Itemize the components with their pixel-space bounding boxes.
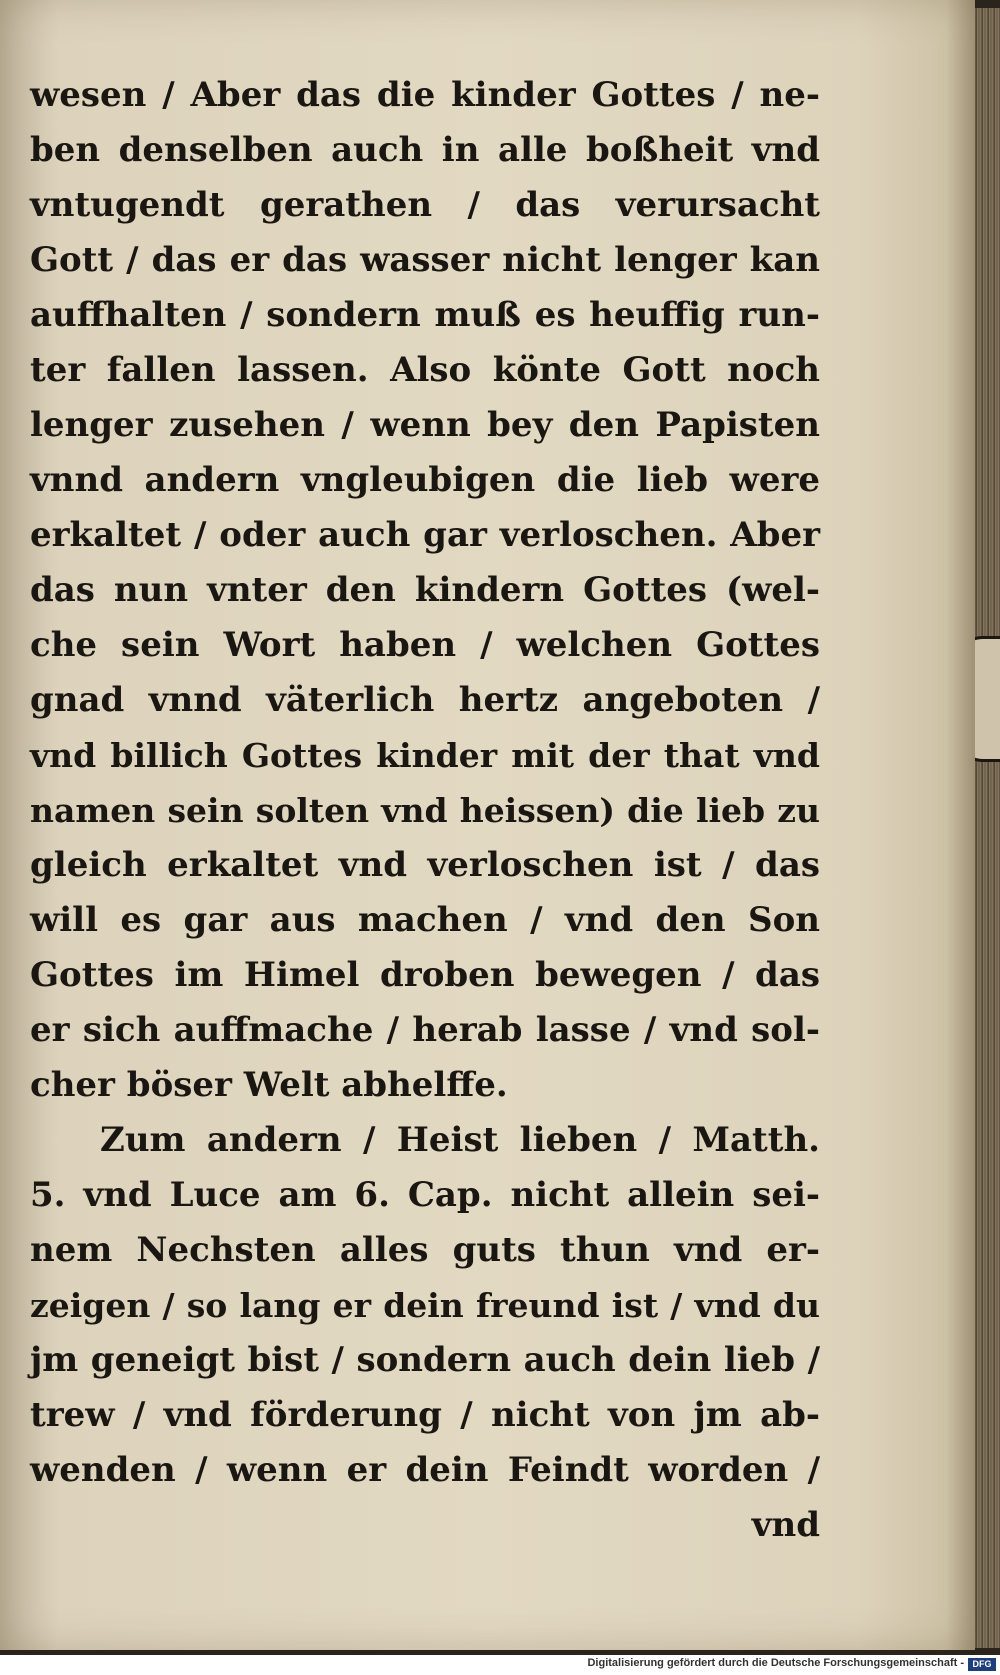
text-line: Zum andern / Heist lieben / Matth. bbox=[100, 1120, 820, 1160]
text-line: che sein Wort haben / welchen Gottes bbox=[30, 625, 820, 665]
text-line: jm geneigt bist / sondern auch dein lieb / bbox=[30, 1340, 820, 1380]
text-line: vntugendt gerathen / das verursacht bbox=[30, 185, 820, 225]
text-line: wesen / Aber das die kinder Gottes / ne- bbox=[30, 75, 820, 115]
text-line: trew / vnd förderung / nicht von jm ab- bbox=[30, 1395, 820, 1435]
text-line: wenden / wenn er dein Feindt worden / bbox=[30, 1450, 820, 1490]
text-line: will es gar aus machen / vnd den Son bbox=[30, 900, 820, 940]
text-line: das nun vnter den kindern Gottes (wel- bbox=[30, 570, 820, 610]
text-line: vnnd andern vngleubigen die lieb were bbox=[30, 460, 820, 500]
digitization-footer bbox=[0, 1655, 1000, 1675]
body-text bbox=[30, 68, 820, 1553]
funding-credit: Digitalisierung gefördert durch die Deutsche Forschungsgemeinschaft - bbox=[587, 1657, 964, 1669]
text-line: er sich auffmache / herab lasse / vnd sol- bbox=[30, 1010, 820, 1050]
text-line: 5. vnd Luce am 6. Cap. nicht allein sei- bbox=[30, 1175, 820, 1215]
dfg-logo-icon: DFG bbox=[968, 1658, 996, 1671]
text-line: gnad vnnd väterlich hertz angeboten / bbox=[30, 680, 820, 720]
text-line: namen sein solten vnd heissen) die lieb zu bbox=[30, 791, 820, 830]
text-line: cher böser Welt abhelffe. bbox=[30, 1065, 508, 1105]
text-line: nem Nechsten alles guts thun vnd er- bbox=[30, 1230, 820, 1270]
text-line: vnd billich Gottes kinder mit der that vnd bbox=[30, 736, 820, 775]
text-line: ter fallen lassen. Also könte Gott noch bbox=[30, 350, 820, 390]
text-line: ben denselben auch in alle boßheit vnd bbox=[30, 130, 820, 170]
text-line: erkaltet / oder auch gar verloschen. Aber bbox=[30, 515, 820, 555]
text-line: auffhalten / sondern muß es heuffig run- bbox=[30, 295, 820, 335]
text-line: lenger zusehen / wenn bey den Papisten bbox=[30, 405, 820, 445]
text-line: gleich erkaltet vnd verloschen ist / das bbox=[30, 845, 820, 885]
text-line: zeigen / so lang er dein freund ist / vnd du bbox=[30, 1286, 820, 1325]
catchword: vnd bbox=[751, 1505, 820, 1545]
text-line: Gott / das er das wasser nicht lenger kan bbox=[30, 240, 820, 280]
text-line: Gottes im Himel droben bewegen / das bbox=[30, 955, 820, 995]
